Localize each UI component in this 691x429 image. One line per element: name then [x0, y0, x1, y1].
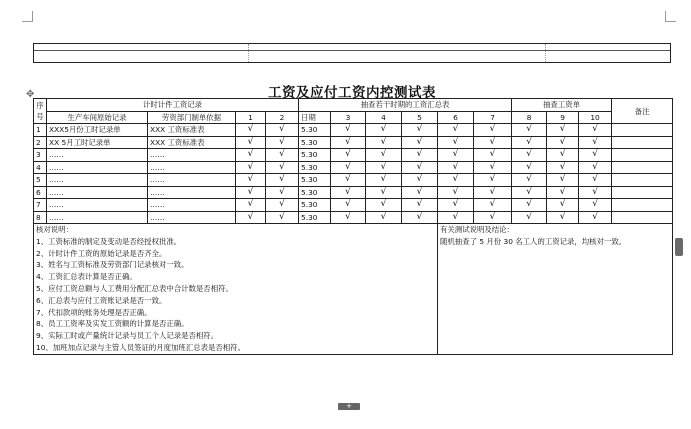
- header-production-records: 生产车间原始记录: [47, 111, 148, 124]
- table-resize-handle[interactable]: [675, 238, 683, 256]
- check-mark: √: [266, 186, 299, 199]
- conclusion-text: 随机抽查了 5 月份 30 名工人的工资记录，均核对一致。: [440, 236, 627, 246]
- row-remark: [612, 124, 673, 137]
- row-labor-basis: ……: [148, 174, 236, 187]
- conclusion-title: 有关测试说明及结论：: [440, 225, 514, 234]
- row-labor-basis: ……: [148, 199, 236, 212]
- row-labor-basis: XXX 工资标准表: [148, 136, 236, 149]
- check-mark: √: [402, 199, 438, 212]
- check-mark: √: [266, 161, 299, 174]
- row-date: 5.30: [299, 186, 331, 199]
- note-item: 6、汇总表与应付工资账记录是否一致。: [36, 295, 167, 305]
- row-labor-basis: ……: [148, 211, 236, 224]
- row-date: 5.30: [299, 136, 331, 149]
- check-mark: √: [236, 186, 266, 199]
- add-row-button[interactable]: +: [338, 403, 360, 410]
- row-date: 5.30: [299, 199, 331, 212]
- row-remark: [612, 211, 673, 224]
- check-mark: √: [547, 161, 579, 174]
- check-mark: √: [438, 124, 474, 137]
- margin-corner-mark-left: [22, 11, 33, 22]
- header-date: 日期: [299, 111, 331, 124]
- notes-title: 核对说明：: [36, 225, 73, 234]
- row-labor-basis: ……: [148, 186, 236, 199]
- header-remark: 备注: [612, 99, 673, 124]
- header-period-summary: 抽查若干时期的工资汇总表: [299, 99, 512, 112]
- check-mark: √: [579, 211, 612, 224]
- check-mark: √: [579, 149, 612, 162]
- header-col-2: 2: [266, 111, 299, 124]
- check-mark: √: [579, 161, 612, 174]
- check-mark: √: [547, 136, 579, 149]
- header-col-3: 3: [331, 111, 366, 124]
- header-row-columns: [34, 111, 673, 124]
- check-mark: √: [402, 161, 438, 174]
- row-date: 5.30: [299, 161, 331, 174]
- row-remark: [612, 149, 673, 162]
- check-mark: √: [438, 149, 474, 162]
- note-item: 10、加班加点记录与主管人员签证的月度加班汇总表是否相符。: [36, 342, 245, 352]
- header-row-groups: [34, 99, 673, 112]
- check-mark: √: [579, 136, 612, 149]
- check-mark: √: [579, 186, 612, 199]
- check-mark: √: [236, 211, 266, 224]
- check-mark: √: [236, 199, 266, 212]
- check-mark: √: [402, 211, 438, 224]
- check-mark: √: [547, 124, 579, 137]
- row-seq: 3: [34, 149, 47, 162]
- check-mark: √: [474, 161, 512, 174]
- row-date: 5.30: [299, 149, 331, 162]
- row-remark: [612, 161, 673, 174]
- check-mark: √: [236, 124, 266, 137]
- table-row: [34, 161, 673, 174]
- header-payroll-check: 抽查工资单: [512, 99, 612, 112]
- row-seq: 2: [34, 136, 47, 149]
- check-mark: √: [438, 186, 474, 199]
- check-mark: √: [331, 174, 366, 187]
- row-seq: 6: [34, 186, 47, 199]
- row-production-record: ……: [47, 211, 148, 224]
- check-mark: √: [547, 186, 579, 199]
- row-production-record: ……: [47, 161, 148, 174]
- note-item: 3、姓名与工资标准及劳资部门记录核对一致。: [36, 260, 189, 270]
- check-mark: √: [236, 161, 266, 174]
- check-mark: √: [366, 174, 402, 187]
- check-mark: √: [236, 136, 266, 149]
- table-row: [34, 124, 673, 137]
- check-mark: √: [512, 186, 547, 199]
- check-mark: √: [512, 199, 547, 212]
- check-mark: √: [474, 186, 512, 199]
- check-mark: √: [547, 174, 579, 187]
- row-production-record: ……: [47, 199, 148, 212]
- check-mark: √: [402, 124, 438, 137]
- header-col-10: 10: [579, 111, 612, 124]
- header-col-4: 4: [366, 111, 402, 124]
- note-item: 2、计时计件工资的原始记录是否齐全。: [36, 248, 167, 258]
- note-item: 9、实际工时或产量统计记录与员工个人记录是否相符。: [36, 331, 219, 341]
- check-mark: √: [266, 124, 299, 137]
- header-labor-basis: 劳资部门制单依据: [148, 111, 236, 124]
- check-mark: √: [402, 186, 438, 199]
- check-mark: √: [474, 149, 512, 162]
- check-mark: √: [402, 174, 438, 187]
- row-labor-basis: ……: [148, 149, 236, 162]
- table-row: [34, 199, 673, 212]
- check-mark: √: [402, 136, 438, 149]
- check-mark: √: [438, 161, 474, 174]
- header-col-8: 8: [512, 111, 547, 124]
- check-mark: √: [366, 211, 402, 224]
- check-mark: √: [331, 124, 366, 137]
- check-mark: √: [366, 161, 402, 174]
- notes-row: [34, 224, 673, 355]
- notes-list: [36, 236, 435, 354]
- check-mark: √: [331, 136, 366, 149]
- header-col-1: 1: [236, 111, 266, 124]
- check-mark: √: [266, 136, 299, 149]
- check-mark: √: [266, 199, 299, 212]
- check-mark: √: [366, 136, 402, 149]
- check-mark: √: [331, 199, 366, 212]
- note-item: 1、工资标准的制定及变动是否经授权批准。: [36, 236, 182, 246]
- row-seq: 5: [34, 174, 47, 187]
- check-mark: √: [438, 199, 474, 212]
- note-item: 5、应付工资总额与人工费用分配汇总表中合计数是否相符。: [36, 283, 233, 293]
- check-mark: √: [547, 149, 579, 162]
- check-mark: √: [512, 211, 547, 224]
- table-move-handle-icon[interactable]: ✥: [26, 89, 35, 100]
- previous-table-column-line: [545, 44, 546, 62]
- check-mark: √: [512, 136, 547, 149]
- row-remark: [612, 186, 673, 199]
- header-col-7: 7: [474, 111, 512, 124]
- row-remark: [612, 199, 673, 212]
- header-seq: 序号: [34, 99, 47, 124]
- row-production-record: ……: [47, 174, 148, 187]
- table-row: [34, 186, 673, 199]
- check-mark: √: [236, 149, 266, 162]
- row-date: 5.30: [299, 124, 331, 137]
- check-mark: √: [266, 174, 299, 187]
- header-col-6: 6: [438, 111, 474, 124]
- check-mark: √: [366, 186, 402, 199]
- check-mark: √: [474, 211, 512, 224]
- row-production-record: ……: [47, 186, 148, 199]
- check-mark: √: [547, 211, 579, 224]
- row-production-record: XX 5月工时记录单: [47, 136, 148, 149]
- table-row: [34, 149, 673, 162]
- check-mark: √: [366, 199, 402, 212]
- check-mark: √: [438, 211, 474, 224]
- check-mark: √: [402, 149, 438, 162]
- check-mark: √: [331, 149, 366, 162]
- check-mark: √: [266, 211, 299, 224]
- row-seq: 7: [34, 199, 47, 212]
- previous-table-fragment: [33, 43, 671, 63]
- check-mark: √: [512, 149, 547, 162]
- check-mark: √: [331, 211, 366, 224]
- row-production-record: ……: [47, 149, 148, 162]
- conclusion-cell: [438, 224, 673, 355]
- row-labor-basis: ……: [148, 161, 236, 174]
- check-mark: √: [512, 174, 547, 187]
- check-mark: √: [366, 124, 402, 137]
- check-mark: √: [266, 149, 299, 162]
- row-seq: 8: [34, 211, 47, 224]
- check-mark: √: [438, 136, 474, 149]
- check-mark: √: [512, 161, 547, 174]
- row-seq: 4: [34, 161, 47, 174]
- row-date: 5.30: [299, 211, 331, 224]
- check-mark: √: [474, 174, 512, 187]
- check-mark: √: [236, 174, 266, 187]
- margin-corner-mark-right: [665, 11, 676, 22]
- row-seq: 1: [34, 124, 47, 137]
- check-mark: √: [579, 199, 612, 212]
- table-row: [34, 174, 673, 187]
- document-title: 工资及应付工资内控测试表: [268, 85, 436, 101]
- notes-cell: [34, 224, 438, 355]
- check-mark: √: [474, 199, 512, 212]
- table-row: [34, 211, 673, 224]
- check-mark: √: [579, 124, 612, 137]
- row-labor-basis: XXX 工资标准表: [148, 124, 236, 137]
- row-remark: [612, 136, 673, 149]
- header-piece-time-records: 计时计件工资记录: [47, 99, 299, 112]
- check-mark: √: [474, 124, 512, 137]
- note-item: 8、员工工资率及实发工资额的计算是否正确。: [36, 319, 189, 329]
- check-mark: √: [366, 149, 402, 162]
- row-production-record: XXX5月份工时记录单: [47, 124, 148, 137]
- check-mark: √: [438, 174, 474, 187]
- check-mark: √: [331, 161, 366, 174]
- note-item: 4、工资汇总表计算是否正确。: [36, 272, 137, 282]
- check-mark: √: [474, 136, 512, 149]
- payroll-test-table: [33, 98, 673, 355]
- previous-table-column-line: [248, 44, 249, 62]
- check-mark: √: [331, 186, 366, 199]
- previous-table-row-line: [34, 50, 670, 51]
- note-item: 7、代扣款项的账务处理是否正确。: [36, 307, 152, 317]
- row-date: 5.30: [299, 174, 331, 187]
- table-row: [34, 136, 673, 149]
- row-remark: [612, 174, 673, 187]
- header-col-5: 5: [402, 111, 438, 124]
- check-mark: √: [579, 174, 612, 187]
- check-mark: √: [547, 199, 579, 212]
- check-mark: √: [512, 124, 547, 137]
- header-col-9: 9: [547, 111, 579, 124]
